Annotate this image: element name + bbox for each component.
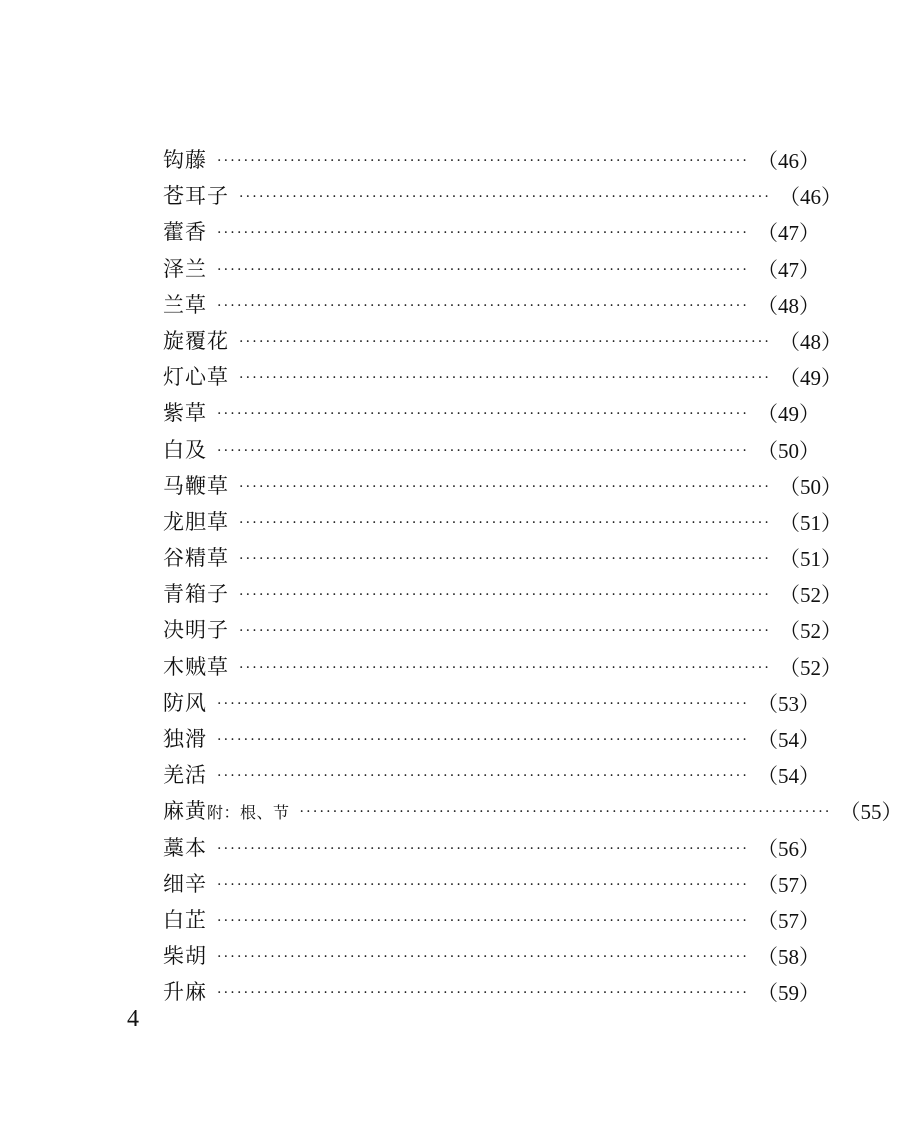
- entry-title: [163, 323, 229, 361]
- page-number: 4: [127, 1006, 139, 1032]
- toc-entry[interactable]: [163, 722, 821, 758]
- entry-page: （52）: [779, 619, 843, 644]
- table-of-contents: [163, 143, 903, 1012]
- entry-page: （49）: [779, 366, 843, 391]
- entry-title: [163, 612, 229, 650]
- toc-entry[interactable]: [163, 541, 843, 577]
- toc-entry[interactable]: [163, 324, 843, 360]
- entry-title: [163, 721, 207, 759]
- dot-leader: ················································································: [239, 333, 772, 350]
- entry-name: 钩藤: [163, 148, 207, 172]
- dot-leader: ················································································: [217, 261, 750, 278]
- entry-page: （57）: [757, 908, 821, 933]
- entry-name: 麻黄: [163, 799, 207, 824]
- entry-page: （51）: [779, 510, 843, 535]
- dot-leader: ················································································: [217, 442, 750, 459]
- entry-name: 白芷: [163, 907, 207, 932]
- entry-page: （47）: [757, 221, 821, 246]
- dot-leader: ················································································: [299, 804, 832, 821]
- entry-page: （55）: [839, 800, 903, 825]
- entry-title: [163, 251, 207, 289]
- dot-leader: ················································································: [239, 189, 772, 206]
- dot-leader: ················································································: [239, 623, 772, 640]
- entry-name: 柴胡: [163, 944, 207, 969]
- entry-name: 细辛: [163, 871, 207, 896]
- dot-leader: ················································································: [217, 225, 750, 242]
- entry-title: [163, 576, 229, 614]
- entry-title: [163, 178, 229, 216]
- entry-page: （59）: [757, 981, 821, 1006]
- toc-entry[interactable]: [163, 433, 821, 469]
- entry-title: [163, 468, 229, 506]
- entry-name: 苍耳子: [163, 184, 229, 209]
- toc-entry[interactable]: [163, 794, 903, 830]
- dot-leader: ················································································: [239, 659, 772, 676]
- dot-leader: ················································································: [217, 876, 750, 893]
- toc-entry[interactable]: [163, 686, 821, 722]
- dot-leader: ················································································: [239, 478, 772, 495]
- toc-entry[interactable]: [163, 758, 821, 794]
- toc-entry[interactable]: [163, 396, 821, 432]
- entry-name: 旋覆花: [163, 328, 229, 353]
- entry-title: [163, 359, 229, 397]
- entry-name: 青箱子: [163, 582, 229, 607]
- entry-name: 独滑: [163, 727, 207, 751]
- toc-entry[interactable]: [163, 831, 821, 867]
- toc-entry[interactable]: [163, 288, 821, 324]
- entry-page: （56）: [757, 836, 821, 861]
- entry-title: [163, 830, 207, 868]
- entry-name: 羌活: [163, 763, 207, 788]
- entry-name: 决明子: [163, 618, 229, 643]
- dot-leader: ················································································: [217, 840, 750, 857]
- entry-page: （48）: [757, 293, 821, 318]
- entry-page: （46）: [779, 185, 843, 210]
- entry-title: [163, 142, 207, 180]
- entry-page: （53）: [757, 691, 821, 716]
- toc-entry[interactable]: [163, 505, 843, 541]
- entry-page: （54）: [757, 728, 821, 752]
- entry-page: （54）: [757, 764, 821, 789]
- entry-title: [163, 395, 207, 433]
- entry-name: 藿香: [163, 220, 207, 245]
- entry-page: （58）: [757, 945, 821, 970]
- entry-title: [163, 902, 207, 940]
- toc-entry[interactable]: [163, 939, 821, 975]
- entry-page: （57）: [757, 872, 821, 897]
- entry-page: （51）: [779, 547, 843, 572]
- entry-page: （52）: [779, 655, 843, 680]
- entry-name: 龙胆草: [163, 509, 229, 534]
- entry-page: （47）: [757, 257, 821, 282]
- dot-leader: ················································································: [217, 406, 750, 423]
- entry-page: （52）: [779, 583, 843, 608]
- entry-title: [163, 540, 229, 578]
- dot-leader: ················································································: [239, 551, 772, 568]
- entry-name: 防风: [163, 690, 207, 715]
- entry-title: [163, 214, 207, 252]
- toc-entry[interactable]: [163, 867, 821, 903]
- dot-leader: ················································································: [217, 768, 750, 785]
- dot-leader: ················································································: [239, 370, 772, 387]
- entry-title: [163, 685, 207, 723]
- entry-title: [163, 432, 207, 470]
- toc-entry[interactable]: [163, 650, 843, 686]
- dot-leader: ················································································: [239, 514, 772, 531]
- entry-name: 藁本: [163, 835, 207, 860]
- dot-leader: ················································································: [217, 297, 750, 314]
- dot-leader: ················································································: [217, 695, 750, 712]
- toc-entry[interactable]: [163, 143, 821, 179]
- dot-leader: ················································································: [217, 732, 750, 748]
- dot-leader: ················································································: [217, 949, 750, 966]
- dot-leader: ················································································: [217, 985, 750, 1002]
- toc-entry[interactable]: [163, 469, 843, 505]
- entry-page: （49）: [757, 402, 821, 427]
- entry-name: 紫草: [163, 401, 207, 426]
- entry-name: 马鞭草: [163, 473, 229, 498]
- dot-leader: ················································································: [217, 912, 750, 929]
- toc-entry[interactable]: [163, 360, 843, 396]
- toc-entry[interactable]: [163, 975, 821, 1011]
- entry-title: [163, 866, 207, 904]
- toc-entry[interactable]: [163, 215, 821, 251]
- dot-leader: ················································································: [239, 587, 772, 604]
- entry-name: 灯心草: [163, 365, 229, 390]
- entry-name: 谷精草: [163, 546, 229, 571]
- toc-entry[interactable]: [163, 179, 843, 215]
- toc-entry[interactable]: [163, 613, 843, 649]
- entry-title: [163, 504, 229, 542]
- entry-note: 附：根、节: [207, 803, 290, 823]
- entry-page: （50）: [779, 474, 843, 499]
- entry-title: [163, 287, 207, 325]
- entry-name: 白及: [163, 437, 207, 462]
- entry-title: [163, 938, 207, 976]
- entry-page: （46）: [757, 149, 821, 173]
- entry-name: 泽兰: [163, 256, 207, 281]
- entry-name: 木贼草: [163, 654, 229, 679]
- entry-title: [163, 793, 290, 831]
- entry-title: [163, 974, 207, 1012]
- entry-title: [163, 757, 207, 795]
- dot-leader: ················································································: [217, 153, 750, 169]
- entry-name: 升麻: [163, 980, 207, 1005]
- entry-page: （48）: [779, 329, 843, 354]
- entry-name: 兰草: [163, 292, 207, 317]
- toc-entry[interactable]: [163, 903, 821, 939]
- toc-entry[interactable]: [163, 252, 821, 288]
- entry-page: （50）: [757, 438, 821, 463]
- toc-entry[interactable]: [163, 577, 843, 613]
- entry-title: [163, 649, 229, 687]
